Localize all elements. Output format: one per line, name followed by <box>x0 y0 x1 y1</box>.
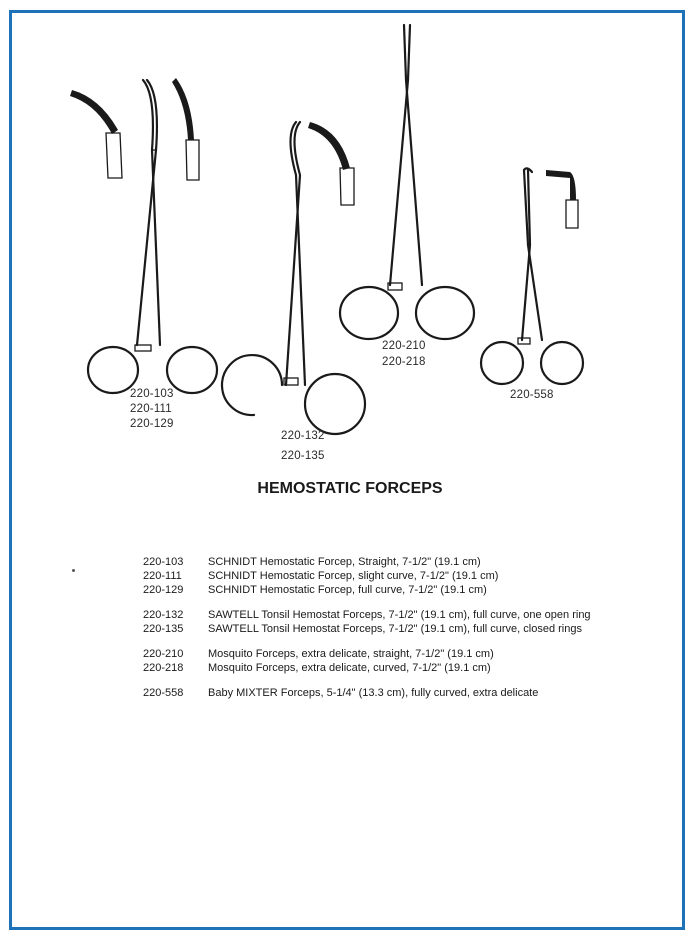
item-code: 220-135 <box>143 623 184 635</box>
item-description: SCHNIDT Hemostatic Forcep, slight curve, 7-1/2" (19.1 cm) <box>208 570 499 582</box>
item-code: 220-103 <box>143 556 184 568</box>
instrument-code: 220-210 <box>382 340 426 352</box>
item-code: 220-558 <box>143 687 184 699</box>
item-description: Mosquito Forceps, extra delicate, curved, 7-1/2" (19.1 cm) <box>208 662 491 674</box>
item-code: 220-218 <box>143 662 184 674</box>
item-description: SAWTELL Tonsil Hemostat Forceps, 7-1/2" (19.1 cm), full curve, one open ring <box>208 609 591 621</box>
catalog-group <box>143 608 591 636</box>
instrument-code: 220-129 <box>130 418 174 430</box>
catalog-group <box>143 686 591 700</box>
speck <box>72 569 75 572</box>
item-description: SAWTELL Tonsil Hemostat Forceps, 7-1/2" (19.1 cm), full curve, closed rings <box>208 623 582 635</box>
instrument-code: 220-132 <box>281 430 325 442</box>
instrument-code: 220-103 <box>130 388 174 400</box>
catalog-group <box>143 555 591 597</box>
item-description: Baby MIXTER Forceps, 5-1/4" (13.3 cm), fully curved, extra delicate <box>208 687 539 699</box>
catalog-list <box>143 555 591 711</box>
mosquito-forceps-image <box>340 25 474 339</box>
schnidt-forceps-image <box>70 78 217 393</box>
item-code: 220-132 <box>143 609 184 621</box>
item-code: 220-210 <box>143 648 184 660</box>
instrument-code: 220-111 <box>130 403 172 415</box>
catalog-group <box>143 647 591 675</box>
catalog-row <box>143 569 591 583</box>
item-code: 220-129 <box>143 584 184 596</box>
item-description: SCHNIDT Hemostatic Forcep, full curve, 7-1/2" (19.1 cm) <box>208 584 487 596</box>
catalog-row <box>143 555 591 569</box>
mixter-forceps-image <box>481 168 583 384</box>
catalog-row <box>143 647 591 661</box>
catalog-row <box>143 622 591 636</box>
instrument-code: 220-558 <box>510 389 554 401</box>
item-description: Mosquito Forceps, extra delicate, straight, 7-1/2" (19.1 cm) <box>208 648 494 660</box>
instrument-code: 220-218 <box>382 356 426 368</box>
instrument-code: 220-135 <box>281 450 325 462</box>
page-title: HEMOSTATIC FORCEPS <box>257 480 443 497</box>
item-code: 220-111 <box>143 570 182 582</box>
catalog-row <box>143 608 591 622</box>
sawtell-forceps-image <box>222 122 365 434</box>
catalog-row <box>143 686 591 700</box>
catalog-row <box>143 661 591 675</box>
catalog-row <box>143 583 591 597</box>
item-description: SCHNIDT Hemostatic Forcep, Straight, 7-1/2" (19.1 cm) <box>208 556 481 568</box>
